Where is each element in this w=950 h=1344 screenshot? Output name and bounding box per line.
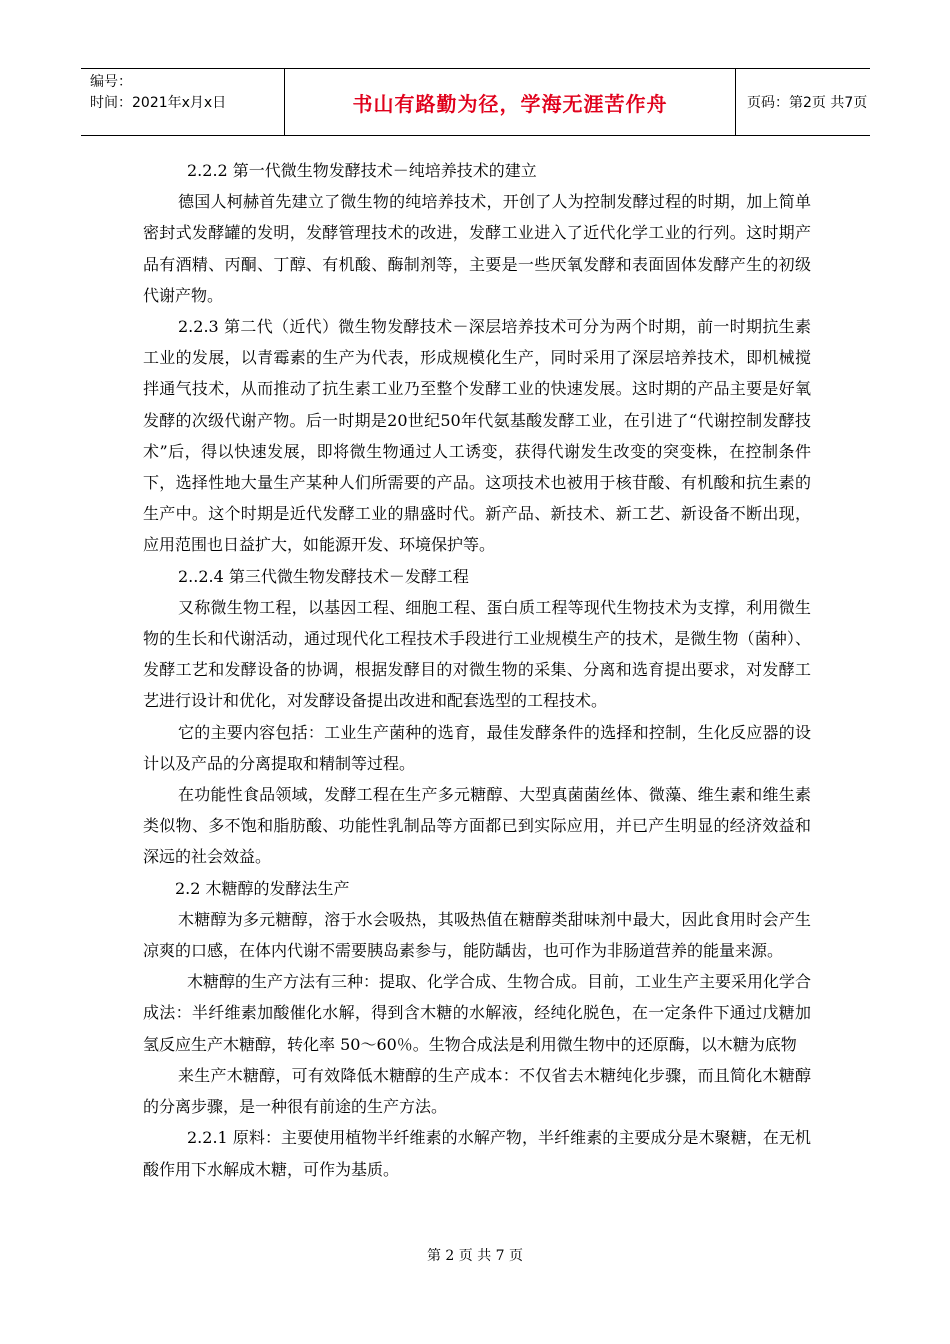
page-footer: 第 2 页 共 7 页 — [426, 1248, 524, 1264]
header-motto: 书山有路勤为径，学海无涯苦作舟 — [284, 69, 736, 135]
paragraph: 又称微生物工程，以基因工程、细胞工程、蛋白质工程等现代生物技术为支撑，利用微生物的生长和代谢活动，通过现代化工程技术手段进行工业规模生产的技术，是微生物（菌种）、发酵工艺和发酵设备的协调，根据发酵目的对微生物的采集、分离和选育提出要求，对发酵工艺进行设计和优化，对发酵设备提出改进和配套选型的工程技术。 — [143, 597, 811, 711]
paragraph: 德国人柯赫首先建立了微生物的纯培养技术，开创了人为控制发酵过程的时期，加上简单密封式发酵罐的发明，发酵管理技术的改进，发酵工业进入了近代化学工业的行列。这时期产品有酒精、丙酮、丁醇、有机酸、酶制剂等，主要是一些厌氧发酵和表面固体发酵产生的初级代谢产物。 — [143, 192, 811, 305]
paragraph: 在功能性食品领域，发酵工程在生产多元糖醇、大型真菌菌丝体、微藻、维生素和维生素类似物、多不饱和脂肪酸、功能性乳制品等方面都已到实际应用，并已产生明显的经济效益和深远的社会效益。 — [143, 785, 811, 867]
document-number-label: 编号： — [90, 74, 132, 90]
header-meta — [81, 69, 284, 135]
document-date-label: 时间：2021年x月x日 — [90, 95, 227, 111]
paragraph: 2.2.3 第二代（近代）微生物发酵技术－深层培养技术可分为两个时期，前一时期抗生素工业的发展，以青霉素的生产为代表，形成规模化生产，同时采用了深层培养技术，即机械搅拌通气技术，从而推动了抗生素工业乃至整个发酵工业的快速发展。这时期的产品主要是好氧发酵的次级代谢产物。后一时期是20世纪50年代氨基酸发酵工业，在引进了“代谢控制发酵技术”后，得以快速发展，即将微生物通过人工诱变，获得代谢发生改变的突变株，在控制条件下，选择性地大量生产某种人们所需要的产品。这项技术也被用于核苷酸、有机酸和抗生素的生产中。这个时期是近代发酵工业的鼎盛时代。新产品、新技术、新工艺、新设备不断出现，应用范围也日益扩大，如能源开发、环境保护等。 — [143, 317, 811, 555]
section-heading: 2.2 木糖醇的发酵法生产 — [175, 878, 350, 898]
document-body — [143, 155, 811, 1185]
header-page-label: 页码：第2页 共7页 — [747, 95, 868, 111]
paragraph: 木糖醇为多元糖醇，溶于水会吸热，其吸热值在糖醇类甜味剂中最大，因此食用时会产生凉爽的口感，在体内代谢不需要胰岛素参与，能防龋齿，也可作为非肠道营养的能量来源。 — [143, 909, 811, 961]
paragraph: 它的主要内容包括：工业生产菌种的选育，最佳发酵条件的选择和控制，生化反应器的设计以及产品的分离提取和精制等过程。 — [143, 722, 811, 773]
paragraph: 2.2.1 原料：主要使用植物半纤维素的水解产物，半纤维素的主要成分是木聚糖，在无机酸作用下水解成木糖，可作为基质。 — [143, 1128, 811, 1179]
paragraph: 来生产木糖醇，可有效降低木糖醇的生产成本：不仅省去木糖纯化步骤，而且简化木糖醇的分离步骤，是一种很有前途的生产方法。 — [143, 1065, 811, 1117]
section-heading: 2..2.4 第三代微生物发酵技术－发酵工程 — [178, 566, 469, 586]
page-header — [81, 68, 870, 136]
section-heading: 2.2.2 第一代微生物发酵技术－纯培养技术的建立 — [187, 161, 537, 180]
paragraph: 木糖醇的生产方法有三种：提取、化学合成、生物合成。目前，工业生产主要采用化学合成法：半纤维素加酸催化水解，得到含木糖的水解液，经纯化脱色，在一定条件下通过戊糖加氢反应生产木糖醇，转化率 50～60％。生物合成法是利用微生物中的还原酶，以木糖为底物 — [143, 972, 812, 1054]
